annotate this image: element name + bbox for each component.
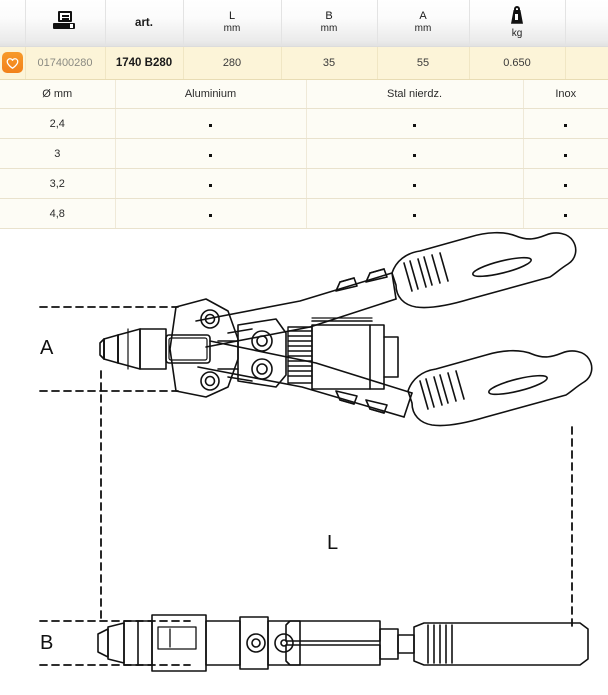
material-compatibility-table xyxy=(0,80,608,230)
material-header-inox: Inox xyxy=(523,80,608,109)
material-size: 2,4 xyxy=(0,109,115,139)
monitor-icon xyxy=(53,11,77,31)
riveter-body xyxy=(166,299,238,397)
spec-header-favorite xyxy=(0,0,25,46)
spec-header-art: art. xyxy=(105,0,183,46)
dimension-label-b: B xyxy=(40,632,54,654)
product-height: 55 xyxy=(377,46,469,79)
bottom-view xyxy=(98,615,588,671)
material-stal xyxy=(306,139,523,169)
material-size: 3 xyxy=(0,139,115,169)
check-dot-icon xyxy=(209,184,212,187)
favorite-cell xyxy=(0,46,25,79)
weight-icon xyxy=(509,6,525,25)
check-dot-icon xyxy=(209,154,212,157)
table-row xyxy=(0,139,608,169)
spec-header-weight-unit: kg xyxy=(511,27,523,39)
spec-header-width-unit: mm xyxy=(320,23,338,35)
material-aluminium xyxy=(115,169,306,199)
material-inox xyxy=(523,109,608,139)
riveter-diagram-svg xyxy=(0,229,608,674)
table-row[interactable] xyxy=(0,46,608,79)
product-art: 1740 B280 xyxy=(105,46,183,79)
nose-piece xyxy=(100,329,166,369)
material-size: 3,2 xyxy=(0,169,115,199)
material-header-stal: Stal nierdz. xyxy=(306,80,523,109)
material-stal xyxy=(306,199,523,229)
spec-header-length-unit: mm xyxy=(223,23,241,35)
material-aluminium xyxy=(115,139,306,169)
heart-icon[interactable] xyxy=(2,52,23,73)
table-row xyxy=(0,199,608,229)
upper-grip xyxy=(392,233,576,308)
product-weight: 0.650 xyxy=(469,46,565,79)
check-dot-icon xyxy=(413,184,416,187)
material-aluminium xyxy=(115,199,306,229)
spec-header-row xyxy=(0,0,608,46)
material-header-aluminium: Aluminium xyxy=(115,80,306,109)
check-dot-icon xyxy=(564,184,567,187)
technical-drawing xyxy=(0,229,608,674)
material-aluminium xyxy=(115,109,306,139)
product-width: 35 xyxy=(281,46,377,79)
material-header-row xyxy=(0,80,608,109)
heart-glyph xyxy=(6,58,19,69)
material-stal xyxy=(306,169,523,199)
spec-header-height xyxy=(377,0,469,46)
dimension-label-a: A xyxy=(40,337,54,359)
spec-header-spacer xyxy=(565,0,608,46)
check-dot-icon xyxy=(564,124,567,127)
dimension-label-l: L xyxy=(327,532,339,554)
table-row xyxy=(0,169,608,199)
material-stal xyxy=(306,109,523,139)
check-dot-icon xyxy=(564,154,567,157)
spec-header-length-symbol: L xyxy=(228,10,236,23)
spec-header-height-symbol: A xyxy=(419,10,427,23)
material-size: 4,8 xyxy=(0,199,115,229)
product-spec-table xyxy=(0,0,608,80)
check-dot-icon xyxy=(564,214,567,217)
check-dot-icon xyxy=(413,124,416,127)
spec-header-length xyxy=(183,0,281,46)
check-dot-icon xyxy=(413,214,416,217)
check-dot-icon xyxy=(413,154,416,157)
spec-header-weight xyxy=(469,0,565,46)
check-dot-icon xyxy=(209,124,212,127)
upper-handle-arm xyxy=(196,269,396,347)
spec-header-width xyxy=(281,0,377,46)
collector-body xyxy=(312,318,398,389)
lower-grip xyxy=(408,351,592,426)
material-inox xyxy=(523,199,608,229)
material-rows xyxy=(0,109,608,229)
material-inox xyxy=(523,169,608,199)
check-dot-icon xyxy=(209,214,212,217)
product-code: 017400280 xyxy=(25,46,105,79)
table-row xyxy=(0,109,608,139)
ratchet-teeth xyxy=(288,327,312,383)
spec-header-height-unit: mm xyxy=(414,23,432,35)
product-spacer xyxy=(565,46,608,79)
spec-header-width-symbol: B xyxy=(325,10,333,23)
material-inox xyxy=(523,139,608,169)
material-header-diameter: Ø mm xyxy=(0,80,115,109)
product-length: 280 xyxy=(183,46,281,79)
spec-header-code xyxy=(25,0,105,46)
